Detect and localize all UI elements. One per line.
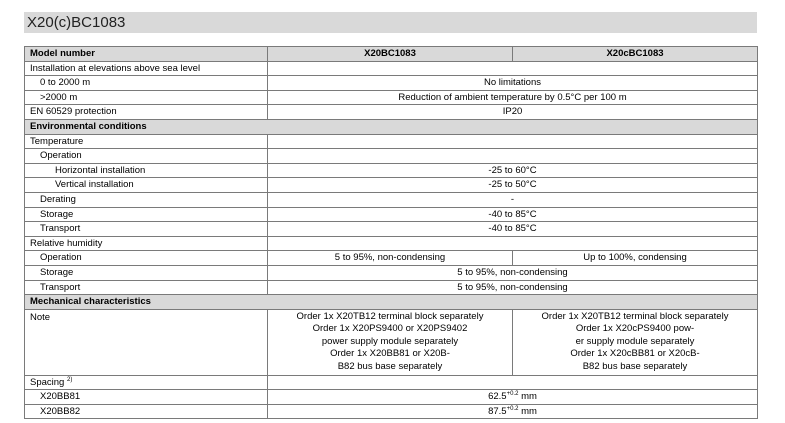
note-line: er supply module separately [575,335,695,347]
note-line: Order 1x X20BB81 or X20B- [330,348,450,360]
row-label: Storage [25,265,268,280]
row-value: IP20 [268,105,758,120]
row-label: Storage [25,207,268,222]
note-line: Order 1x X20cBB81 or X20cB- [570,348,700,360]
note-line: Order 1x X20PS9400 or X20PS9402 [312,323,468,335]
section-environmental: Environmental conditions [25,119,758,134]
row-label: Horizontal installation [25,163,268,178]
row-label: Note [25,309,268,375]
tolerance: +0.2 [506,391,519,398]
row-value [268,375,758,390]
header-row [25,47,758,62]
table-row [25,192,758,207]
row-label: EN 60529 protection [25,105,268,120]
row-value [268,134,758,149]
table-row [25,280,758,295]
row-value: Up to 100%, condensing [513,251,758,266]
row-label [25,375,268,390]
title-bar [24,12,757,33]
row-label: Temperature [25,134,268,149]
row-value: 5 to 95%, non-condensing [268,265,758,280]
row-value [268,404,758,419]
row-value: Reduction of ambient temperature by 0.5°C per 100 m [268,90,758,105]
row-label: Transport [25,280,268,295]
row-label: Relative humidity [25,236,268,251]
table-row [25,134,758,149]
section-row [25,119,758,134]
row-value [268,390,758,405]
tolerance: +0.2 [506,405,519,412]
row-value [268,236,758,251]
note-x20bc1083 [268,309,513,375]
note-line: Order 1x X20cPS9400 pow- [575,323,695,335]
table-row [25,149,758,164]
unit: mm [521,405,537,417]
table-row [25,222,758,237]
header-x20bc1083: X20BC1083 [268,47,513,62]
row-label: >2000 m [25,90,268,105]
spacing-label: Spacing [30,376,65,388]
page-title: X20(c)BC1083 [27,14,126,31]
row-label: X20BB82 [25,404,268,419]
row-label: Operation [25,149,268,164]
row-label: Operation [25,251,268,266]
note-line: B82 bus base separately [582,361,688,373]
unit: mm [521,391,537,403]
row-value: No limitations [268,76,758,91]
table-row [25,251,758,266]
header-model-number: Model number [25,47,268,62]
spacing-value: 62.5 [488,391,507,403]
table-row [25,76,758,91]
footnote-ref: 2) [66,376,73,383]
row-label: X20BB81 [25,390,268,405]
table-row [25,404,758,419]
table-row [25,61,758,76]
row-value: 5 to 95%, non-condensing [268,251,513,266]
row-value [268,149,758,164]
row-value: 5 to 95%, non-condensing [268,280,758,295]
row-value: -25 to 60°C [268,163,758,178]
row-value: - [268,192,758,207]
table-row [25,90,758,105]
note-line: Order 1x X20TB12 terminal block separately [296,310,484,322]
row-value [268,61,758,76]
table-row [25,163,758,178]
section-row [25,295,758,310]
spacing-value: 87.5 [488,405,507,417]
row-label: Derating [25,192,268,207]
row-label: Vertical installation [25,178,268,193]
header-x20cbc1083: X20cBC1083 [513,47,758,62]
row-value: -25 to 50°C [268,178,758,193]
note-line: B82 bus base separately [337,361,443,373]
note-line: Order 1x X20TB12 terminal block separately [541,310,729,322]
table-row [25,390,758,405]
table-row [25,375,758,390]
note-x20cbc1083 [513,309,758,375]
row-label: 0 to 2000 m [25,76,268,91]
section-mechanical: Mechanical characteristics [25,295,758,310]
table-row [25,207,758,222]
row-label: Transport [25,222,268,237]
table-row [25,178,758,193]
note-line: power supply module separately [321,335,459,347]
table-row [25,105,758,120]
spec-table [24,46,758,419]
row-label: Installation at elevations above sea level [25,61,268,76]
table-row [25,265,758,280]
table-row [25,236,758,251]
note-row [25,309,758,375]
row-value: -40 to 85°C [268,207,758,222]
row-value: -40 to 85°C [268,222,758,237]
